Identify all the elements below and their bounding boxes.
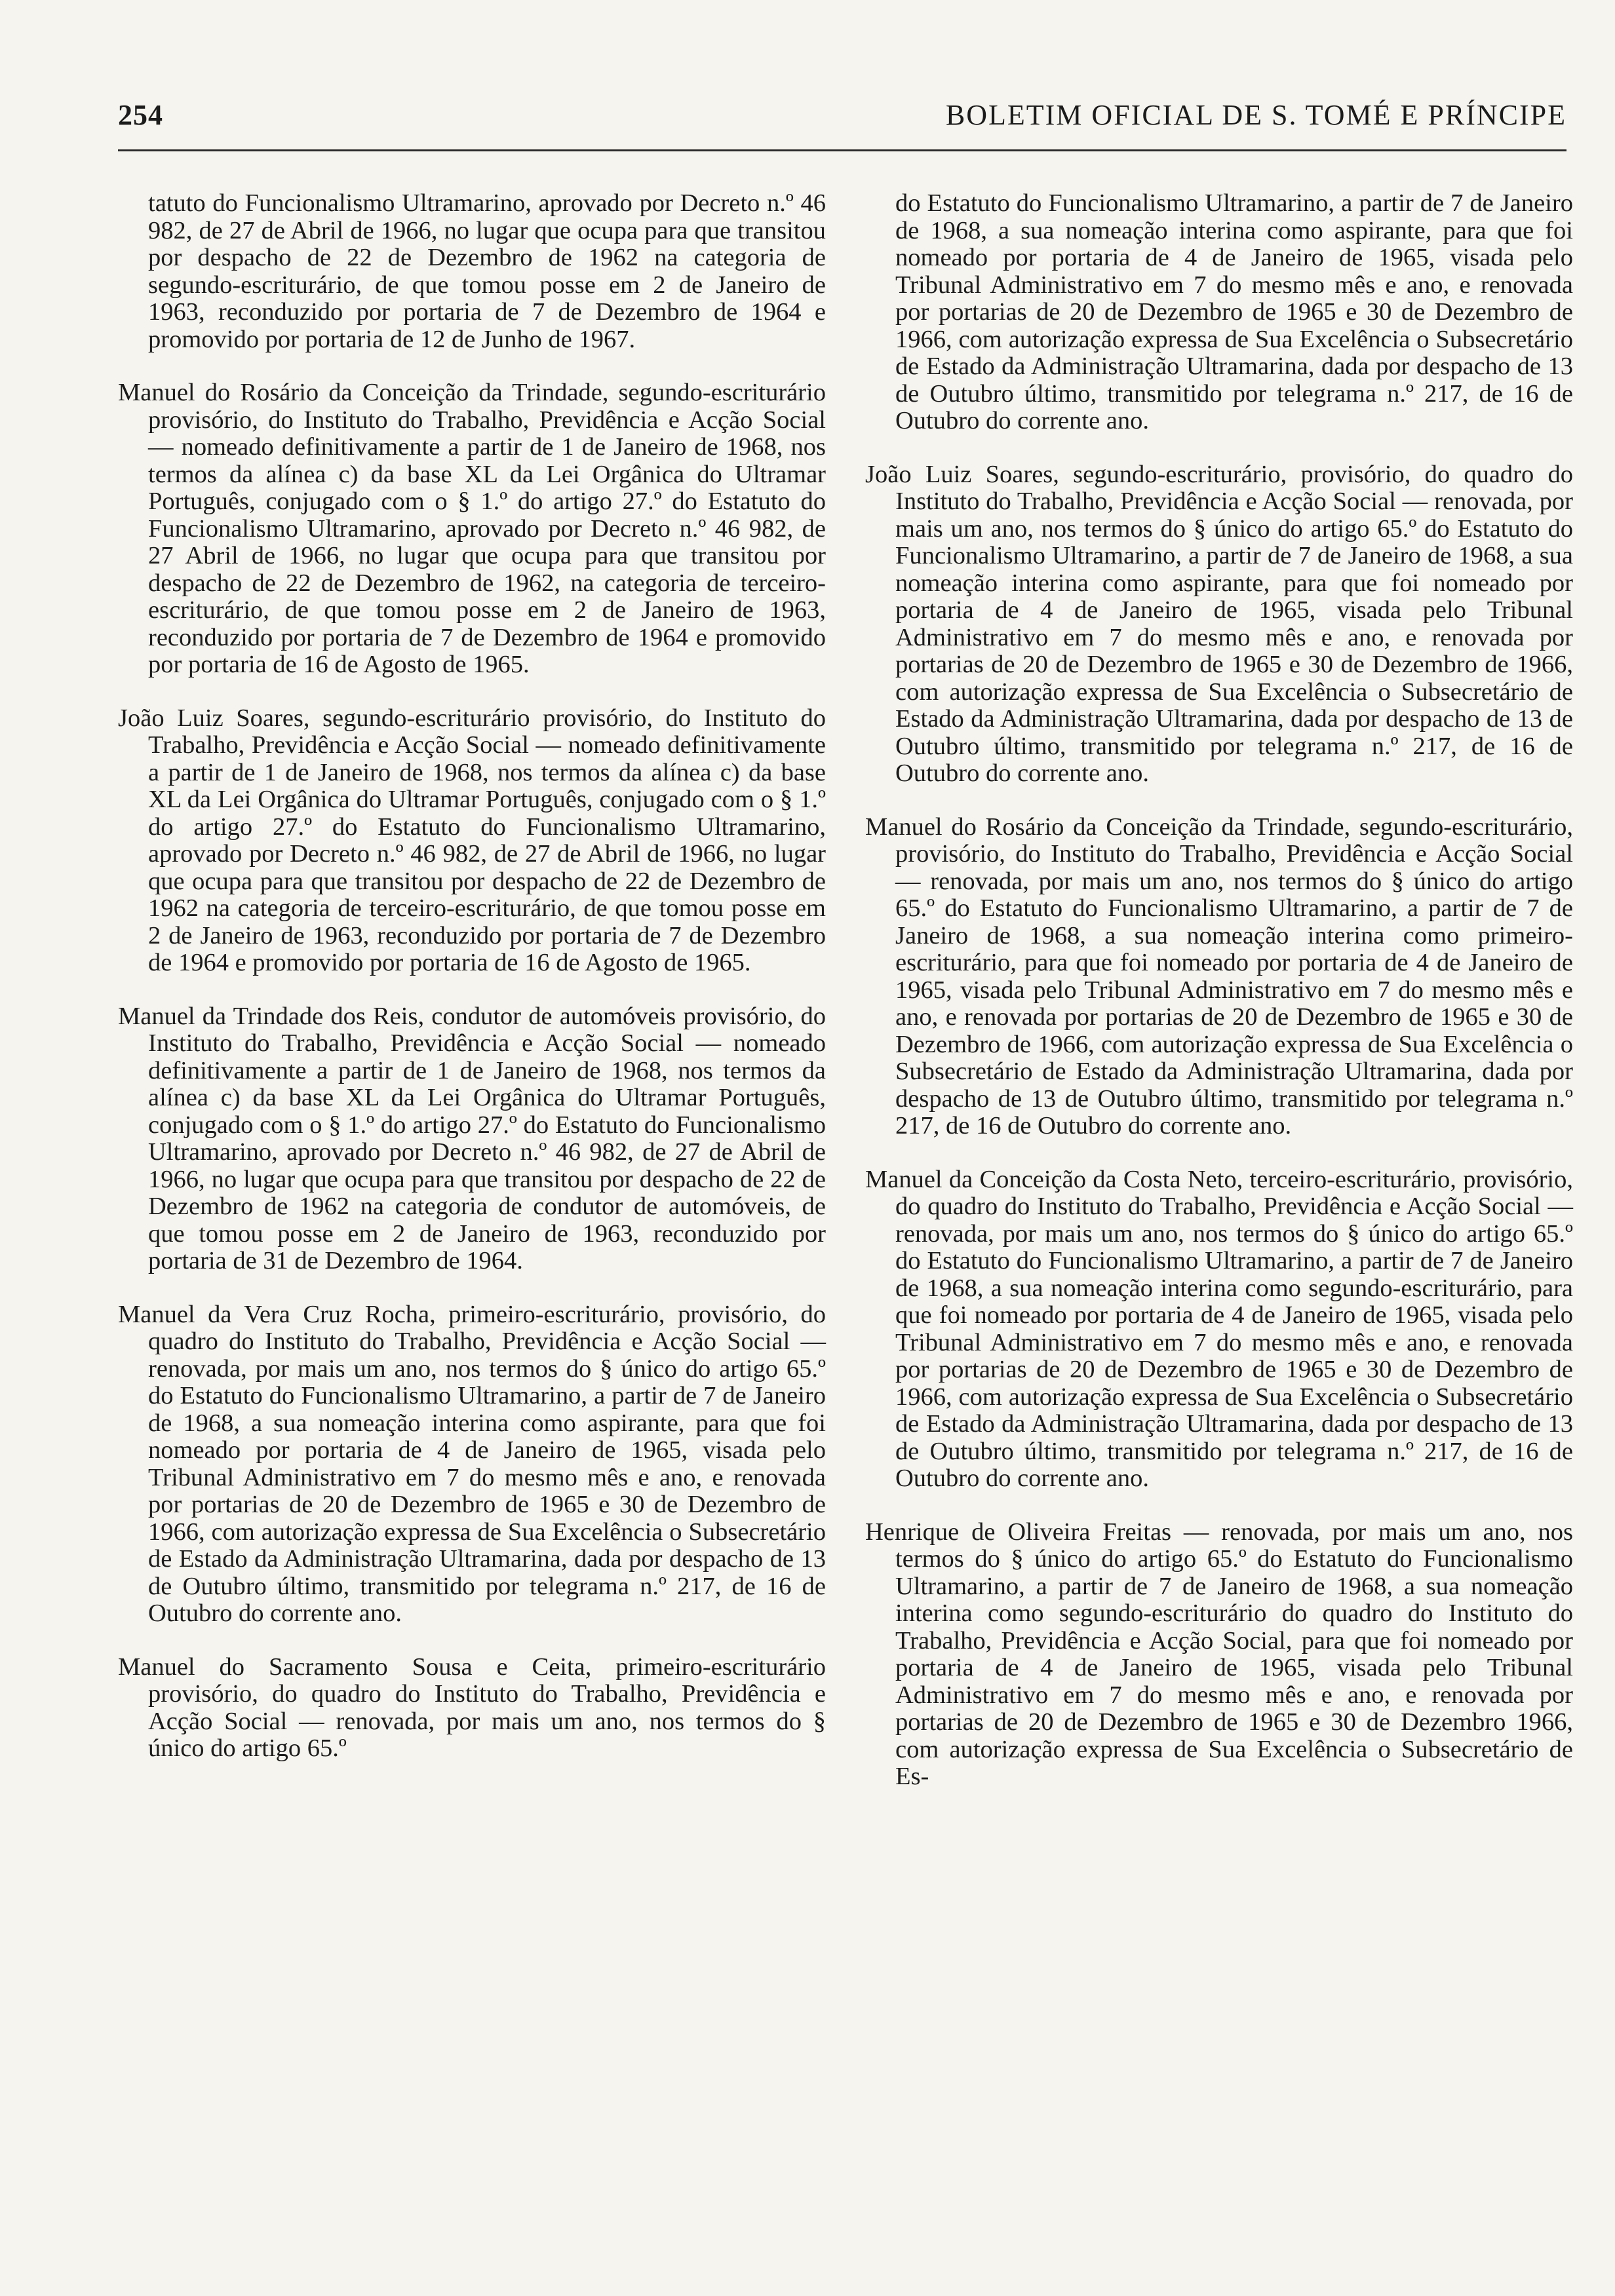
journal-title: BOLETIM OFICIAL DE S. TOMÉ E PRÍNCIPE xyxy=(945,99,1566,131)
paragraph: tatuto do Funcionalismo Ultramarino, aprovado por Decreto n.º 46 982, de 27 de Abril de 1966, no lugar que ocupa para que transitou por despacho de 22 de Dezembro de 1962 na categoria de segundo-escriturário, de que tomou posse em 2 de Janeiro de 1963, reconduzido por portaria de 7 de Dezembro de 1964 e promovido por portaria de 12 de Junho de 1967. xyxy=(148,189,826,353)
paragraph: João Luiz Soares, segundo-escriturário, provisório, do quadro do Instituto do Trabalho, Previdência e Acção Social — renovada, por mais um ano, nos termos do § único do artigo 65.º do Estatuto do Funcionalismo Ultramarino, a partir de 7 de Janeiro de 1968, a sua nomeação interina como aspirante, para que foi nomeado por portaria de 4 de Janeiro de 1965, visada pelo Tribunal Administrativo em 7 do mesmo mês e ano, e renovada por portarias de 20 de Dezembro de 1965 e 30 de Dezembro de 1966, com autorização expressa de Sua Excelência o Subsecretário de Estado da Administração Ultramarina, dada por despacho de 13 de Outubro último, transmitido por telegrama n.º 217, de 16 de Outubro do corrente ano. xyxy=(865,460,1573,787)
left-column xyxy=(118,190,826,1789)
page-number: 254 xyxy=(118,99,163,131)
page-header xyxy=(118,98,1566,138)
paragraph: Manuel da Vera Cruz Rocha, primeiro-escriturário, provisório, do quadro do Instituto do Trabalho, Previdência e Acção Social — renovada, por mais um ano, nos termos do § único do artigo 65.º do Estatuto do Funcionalismo Ultramarino, a partir de 7 de Janeiro de 1968, a sua nomeação interina como aspirante, para que foi nomeado por portaria de 4 de Janeiro de 1965, visada pelo Tribunal Administrativo em 7 do mesmo mês e ano, e renovada por portarias de 20 de Dezembro de 1965 e 30 de Dezembro de 1966, com autorização expressa de Sua Excelência o Subsecretário de Estado da Administração Ultramarina, dada por despacho de 13 de Outubro último, transmitido por telegrama n.º 217, de 16 de Outubro do corrente ano. xyxy=(118,1300,826,1627)
paragraph: Henrique de Oliveira Freitas — renovada, por mais um ano, nos termos do § único do artigo 65.º do Estatuto do Funcionalismo Ultramarino, a partir de 7 de Janeiro de 1968, a sua nomeação interina como segundo-escriturário do quadro do Instituto do Trabalho, Previdência e Acção Social, para que foi nomeado por portaria de 4 de Janeiro de 1965, visada pelo Tribunal Administrativo em 7 do mesmo mês e ano, e renovada por portarias de 20 de Dezembro de 1965 e 30 de Dezembro 1966, com autorização expressa de Sua Excelência o Subsecretário de Es- xyxy=(865,1518,1573,1790)
paragraph: João Luiz Soares, segundo-escriturário provisório, do Instituto do Trabalho, Previdência e Acção Social — nomeado definitivamente a partir de 1 de Janeiro de 1968, nos termos da alínea c) da base XL da Lei Orgânica do Ultramar Português, conjugado com o § 1.º do artigo 27.º do Estatuto do Funcionalismo Ultramarino, aprovado por Decreto n.º 46 982, de 27 de Abril de 1966, no lugar que ocupa para que transitou por despacho de 22 de Dezembro de 1962 na categoria de terceiro-escriturário, de que tomou posse em 2 de Janeiro de 1963, reconduzido por portaria de 7 de Dezembro de 1964 e promovido por portaria de 16 de Agosto de 1965. xyxy=(118,704,826,976)
paragraph: Manuel da Trindade dos Reis, condutor de automóveis provisório, do Instituto do Trabalho, Previdência e Acção Social — nomeado definitivamente a partir de 1 de Janeiro de 1968, nos termos da alínea c) da base XL da Lei Orgânica do Ultramar Português, conjugado com o § 1.º do artigo 27.º do Estatuto do Funcionalismo Ultramarino, aprovado por Decreto n.º 46 982, de 27 de Abril de 1966, no lugar que ocupa para que transitou por despacho de 22 de Dezembro de 1962 na categoria de condutor de automóveis, de que tomou posse em 2 de Janeiro de 1963, reconduzido por portaria de 31 de Dezembro de 1964. xyxy=(118,1002,826,1274)
right-column xyxy=(865,190,1573,1817)
paragraph: do Estatuto do Funcionalismo Ultramarino, a partir de 7 de Janeiro de 1968, a sua nomeação interina como aspirante, para que foi nomeado por portaria de 4 de Janeiro de 1965, visada pelo Tribunal Administrativo em 7 do mesmo mês e ano, e renovada por portarias de 20 de Dezembro de 1965 e 30 de Dezembro de 1966, com autorização expressa de Sua Excelência o Subsecretário de Estado da Administração Ultramarina, dada por despacho de 13 de Outubro último, transmitido por telegrama n.º 217, de 16 de Outubro do corrente ano. xyxy=(895,189,1573,434)
paragraph: Manuel do Rosário da Conceição da Trindade, segundo-escriturário provisório, do Instituto do Trabalho, Previdência e Acção Social — nomeado definitivamente a partir de 1 de Janeiro de 1968, nos termos da alínea c) da base XL da Lei Orgânica do Ultramar Português, conjugado com o § 1.º do artigo 27.º do Estatuto do Funcionalismo Ultramarino, aprovado por Decreto n.º 46 982, de 27 Abril de 1966, no lugar que ocupa para que transitou por despacho de 22 de Dezembro de 1962, na categoria de terceiro-escriturário, de que tomou posse em 2 de Janeiro de 1963, reconduzido por portaria de 7 de Dezembro de 1964 e promovido por portaria de 16 de Agosto de 1965. xyxy=(118,379,826,678)
paragraph: Manuel do Rosário da Conceição da Trindade, segundo-escriturário, provisório, do Instituto do Trabalho, Previdência e Acção Social — renovada, por mais um ano, nos termos do § único do artigo 65.º do Estatuto do Funcionalismo Ultramarino, a partir de 7 de Janeiro de 1968, a sua nomeação interina como primeiro-escriturário, para que foi nomeado por portaria de 4 de Janeiro de 1965, visada pelo Tribunal Administrativo em 7 do mesmo mês e ano, e renovada por portarias de 20 de Dezembro de 1965 e 30 de Dezembro de 1966, com autorização expressa de Sua Excelência o Subsecretário de Estado da Administração Ultramarina, dada por despacho de 13 de Outubro último, transmitido por telegrama n.º 217, de 16 de Outubro do corrente ano. xyxy=(865,813,1573,1139)
paragraph: Manuel da Conceição da Costa Neto, terceiro-escriturário, provisório, do quadro do Instituto do Trabalho, Previdência e Acção Social — renovada, por mais um ano, nos termos do § único do artigo 65.º do Estatuto do Funcionalismo Ultramarino, a partir de 7 de Janeiro de 1968, a sua nomeação interina como segundo-escriturário, para que foi nomeado por portaria de 4 de Janeiro de 1965, visada pelo Tribunal Administrativo em 7 do mesmo mês e ano, e renovada por portarias de 20 de Dezembro de 1965 e 30 de Dezembro de 1966, com autorização expressa de Sua Excelência o Subsecretário de Estado da Administração Ultramarina, dada por despacho de 13 de Outubro último, transmitido por telegrama n.º 217, de 16 de Outubro do corrente ano. xyxy=(865,1165,1573,1492)
header-rule xyxy=(118,149,1566,151)
paragraph: Manuel do Sacramento Sousa e Ceita, primeiro-escriturário provisório, do quadro do Instituto do Trabalho, Previdência e Acção Social — renovada, por mais um ano, nos termos do § único do artigo 65.º xyxy=(118,1653,826,1762)
